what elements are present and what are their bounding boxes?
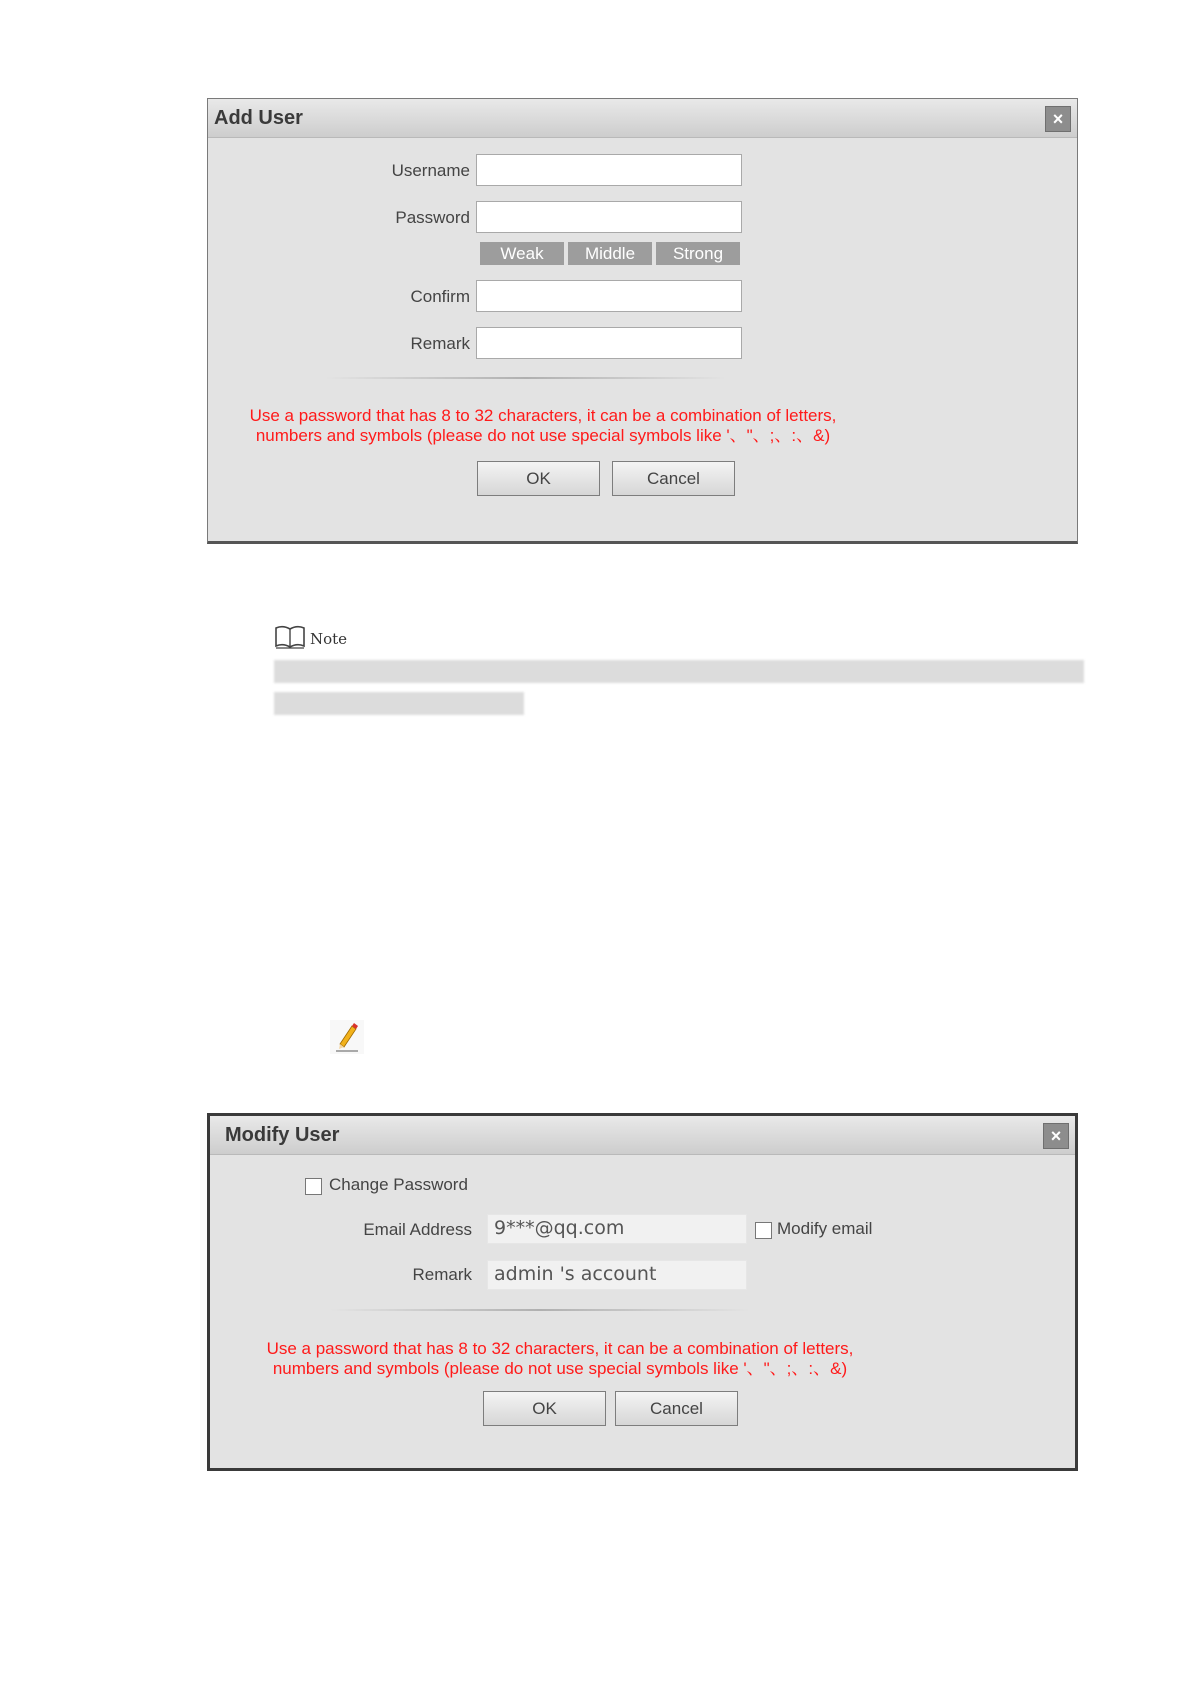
separator <box>326 377 726 379</box>
close-icon: × <box>1050 1126 1062 1146</box>
remark-label: Remark <box>412 1265 472 1284</box>
modify-user-dialog <box>207 1113 1078 1471</box>
password-input[interactable] <box>476 201 742 233</box>
dialog-title: Modify User <box>225 1124 340 1146</box>
close-button[interactable] <box>1045 106 1071 132</box>
password-label: Password <box>395 208 470 227</box>
hint-line-1: Use a password that has 8 to 32 characters, it can be a combination of letters, <box>249 406 837 425</box>
edit-pencil-icon[interactable] <box>330 1020 364 1054</box>
modify-user-titlebar <box>210 1116 1075 1155</box>
note-text-redacted <box>274 660 1084 683</box>
book-icon <box>274 624 306 650</box>
note-text-redacted <box>274 692 524 715</box>
strength-middle: Middle <box>568 242 652 265</box>
change-password-checkbox[interactable] <box>305 1178 322 1195</box>
note-label: Note <box>310 630 348 648</box>
hint-line-1: Use a password that has 8 to 32 characters, it can be a combination of letters, <box>266 1339 854 1358</box>
change-password-label: Change Password <box>329 1175 468 1194</box>
remark-input[interactable] <box>476 327 742 359</box>
add-user-titlebar <box>208 99 1077 138</box>
username-label: Username <box>391 161 470 180</box>
email-address-field[interactable]: 9***@qq.com <box>487 1214 747 1244</box>
password-hint <box>233 406 853 446</box>
strength-strong: Strong <box>656 242 740 265</box>
cancel-button[interactable]: Cancel <box>615 1391 738 1426</box>
ok-button[interactable]: OK <box>477 461 600 496</box>
cancel-button[interactable]: Cancel <box>612 461 735 496</box>
ok-button[interactable]: OK <box>483 1391 606 1426</box>
remark-label: Remark <box>410 334 470 353</box>
confirm-label: Confirm <box>410 287 470 306</box>
add-user-dialog <box>207 98 1078 544</box>
strength-weak: Weak <box>480 242 564 265</box>
password-hint <box>250 1339 870 1379</box>
username-input[interactable] <box>476 154 742 186</box>
separator <box>330 1309 750 1311</box>
dialog-title: Add User <box>214 107 303 129</box>
remark-field[interactable]: admin 's account <box>487 1260 747 1290</box>
modify-email-label: Modify email <box>777 1219 873 1238</box>
hint-line-2: numbers and symbols (please do not use special symbols like '、"、;、:、&) <box>272 1359 848 1378</box>
close-icon: × <box>1052 109 1064 129</box>
close-button[interactable] <box>1043 1123 1069 1149</box>
email-address-label: Email Address <box>363 1220 472 1239</box>
confirm-input[interactable] <box>476 280 742 312</box>
modify-email-checkbox[interactable] <box>755 1222 772 1239</box>
hint-line-2: numbers and symbols (please do not use special symbols like '、"、;、:、&) <box>255 426 831 445</box>
